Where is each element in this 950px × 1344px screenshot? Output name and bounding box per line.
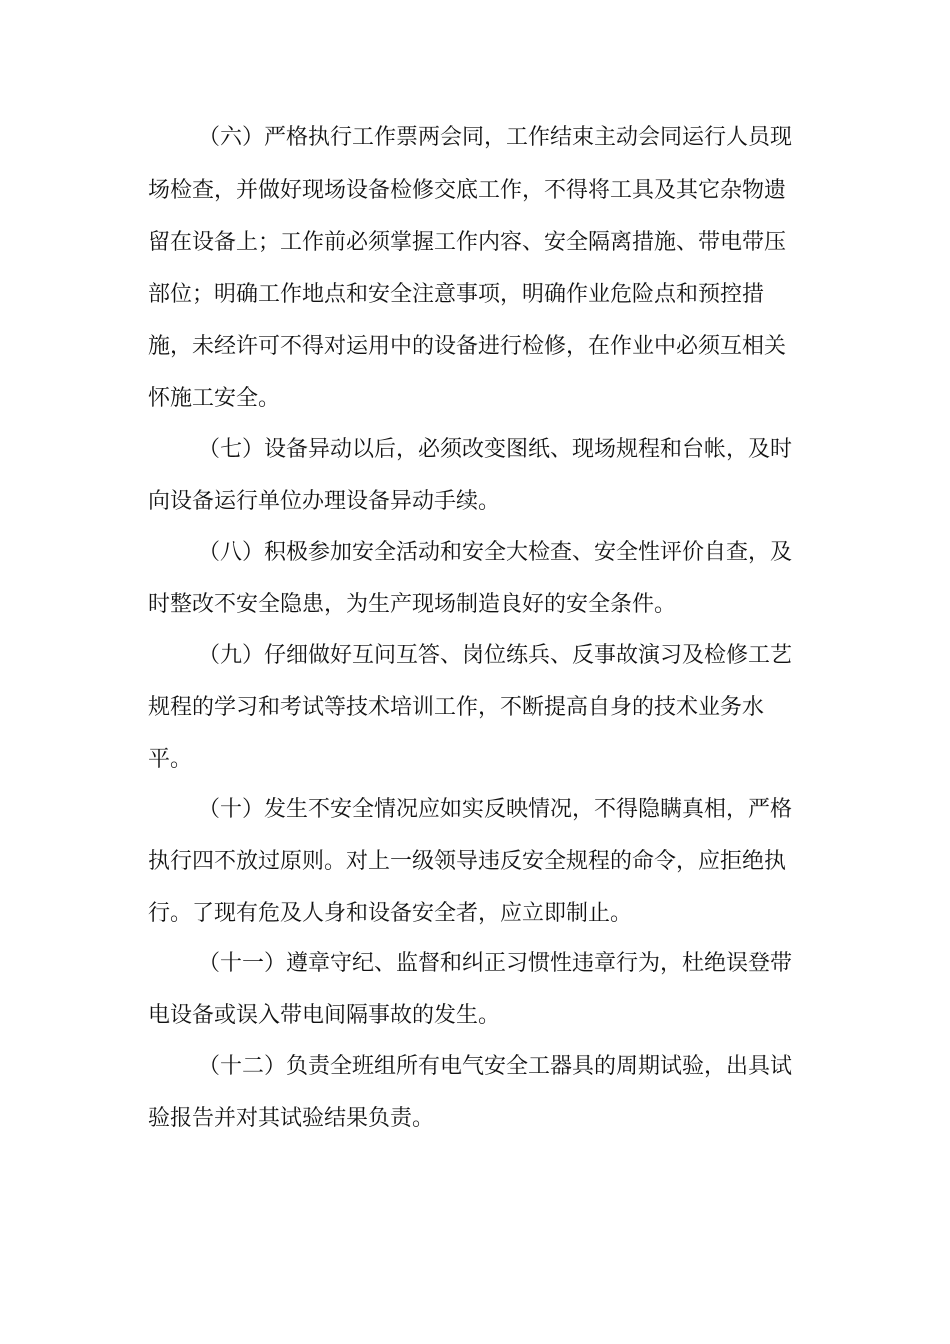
paragraph-line: （十）发生不安全情况应如实反映情况，不得隐瞒真相，严格	[198, 797, 793, 822]
paragraph-line: （九）仔细做好互问互答、岗位练兵、反事故演习及检修工艺	[198, 643, 793, 668]
paragraph-line: 场检查，并做好现场设备检修交底工作，不得将工具及其它杂物遗	[148, 178, 787, 203]
paragraph-line: 怀施工安全。	[148, 386, 281, 411]
paragraph-line: 时整改不安全隐患，为生产现场制造良好的安全条件。	[148, 592, 677, 617]
paragraph-line: 执行四不放过原则。对上一级领导违反安全规程的命令，应拒绝执	[148, 849, 787, 874]
paragraph-line: 验报告并对其试验结果负责。	[148, 1106, 435, 1131]
paragraph-line: 平。	[148, 747, 193, 772]
paragraph-line: 电设备或误入带电间隔事故的发生。	[148, 1003, 501, 1028]
paragraph-line: （六）严格执行工作票两会同，工作结束主动会同运行人员现	[198, 125, 793, 150]
paragraph-line: 规程的学习和考试等技术培训工作，不断提高自身的技术业务水	[148, 695, 765, 720]
paragraph-line: （八）积极参加安全活动和安全大检查、安全性评价自查，及	[198, 540, 793, 565]
paragraph-line: （十二）负责全班组所有电气安全工器具的周期试验，出具试	[198, 1054, 793, 1079]
paragraph-line: （十一）遵章守纪、监督和纠正习惯性违章行为，杜绝误登带	[198, 951, 793, 976]
paragraph-line: 留在设备上；工作前必须掌握工作内容、安全隔离措施、带电带压	[148, 230, 787, 255]
paragraph-line: 部位；明确工作地点和安全注意事项，明确作业危险点和预控措	[148, 282, 765, 307]
paragraph-line: （七）设备异动以后，必须改变图纸、现场规程和台帐，及时	[198, 437, 793, 462]
paragraph-line: 施，未经许可不得对运用中的设备进行检修，在作业中必须互相关	[148, 334, 787, 359]
paragraph-line: 向设备运行单位办理设备异动手续。	[148, 489, 501, 514]
paragraph-line: 行。了现有危及人身和设备安全者，应立即制止。	[148, 901, 633, 926]
